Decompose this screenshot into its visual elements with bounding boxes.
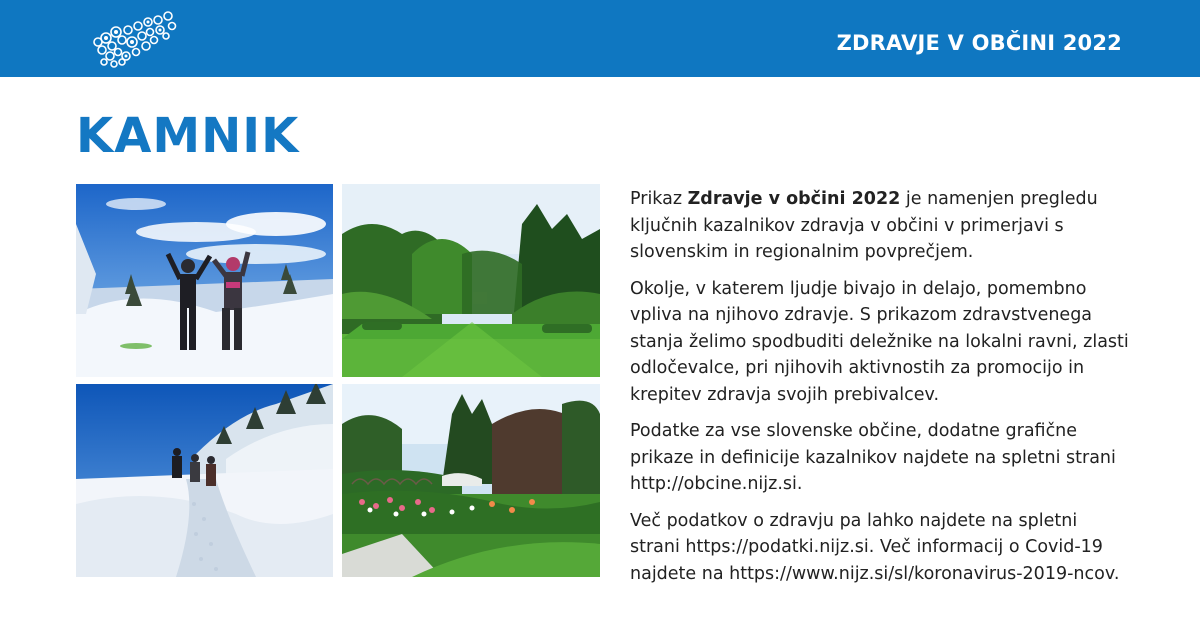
intro-text bbox=[630, 186, 1130, 597]
report-title: ZDRAVJE V OBČINI 2022 bbox=[836, 31, 1122, 55]
report-name-bold: Zdravje v občini 2022 bbox=[687, 189, 901, 209]
rose-garden-photo bbox=[342, 384, 600, 577]
snow-hikers-photo bbox=[76, 384, 333, 577]
intro-paragraph-3: Podatke za vse slovenske občine, dodatne grafične prikaze in definicije kazalnikov najdete na spletni strani http://obcine.nijz.si. bbox=[630, 421, 1116, 494]
intro-paragraph-1: Prikaz Zdravje v občini 2022 je namenjen pregledu ključnih kazalnikov zdravja v občini v primerjavi s slovenskim in regionalnim povprečjem. bbox=[630, 189, 1098, 262]
children-in-snow-photo bbox=[76, 184, 333, 377]
park-lawn-photo bbox=[342, 184, 600, 377]
intro-paragraph-4: Več podatkov o zdravju pa lahko najdete na spletni strani https://podatki.nijz.si. Več informacij o Covid-19 najdete na https://www.nijz.si/sl/koronavirus-2019-ncov. bbox=[630, 510, 1120, 584]
municipality-name: KAMNIK bbox=[76, 108, 300, 164]
intro-paragraph-2: Okolje, v katerem ljudje bivajo in delajo, pomembno vpliva na njihovo zdravje. S prikazom zdravstvenega stanja želimo spodbuditi deležnike na lokalni ravni, zlasti odločevalce, pri njihovih aktivnostih za promocijo in krepitev zdravja svojih prebivalcev. bbox=[630, 278, 1129, 405]
slovenia-map-dots-icon bbox=[88, 8, 184, 72]
header-bar bbox=[0, 0, 1200, 77]
